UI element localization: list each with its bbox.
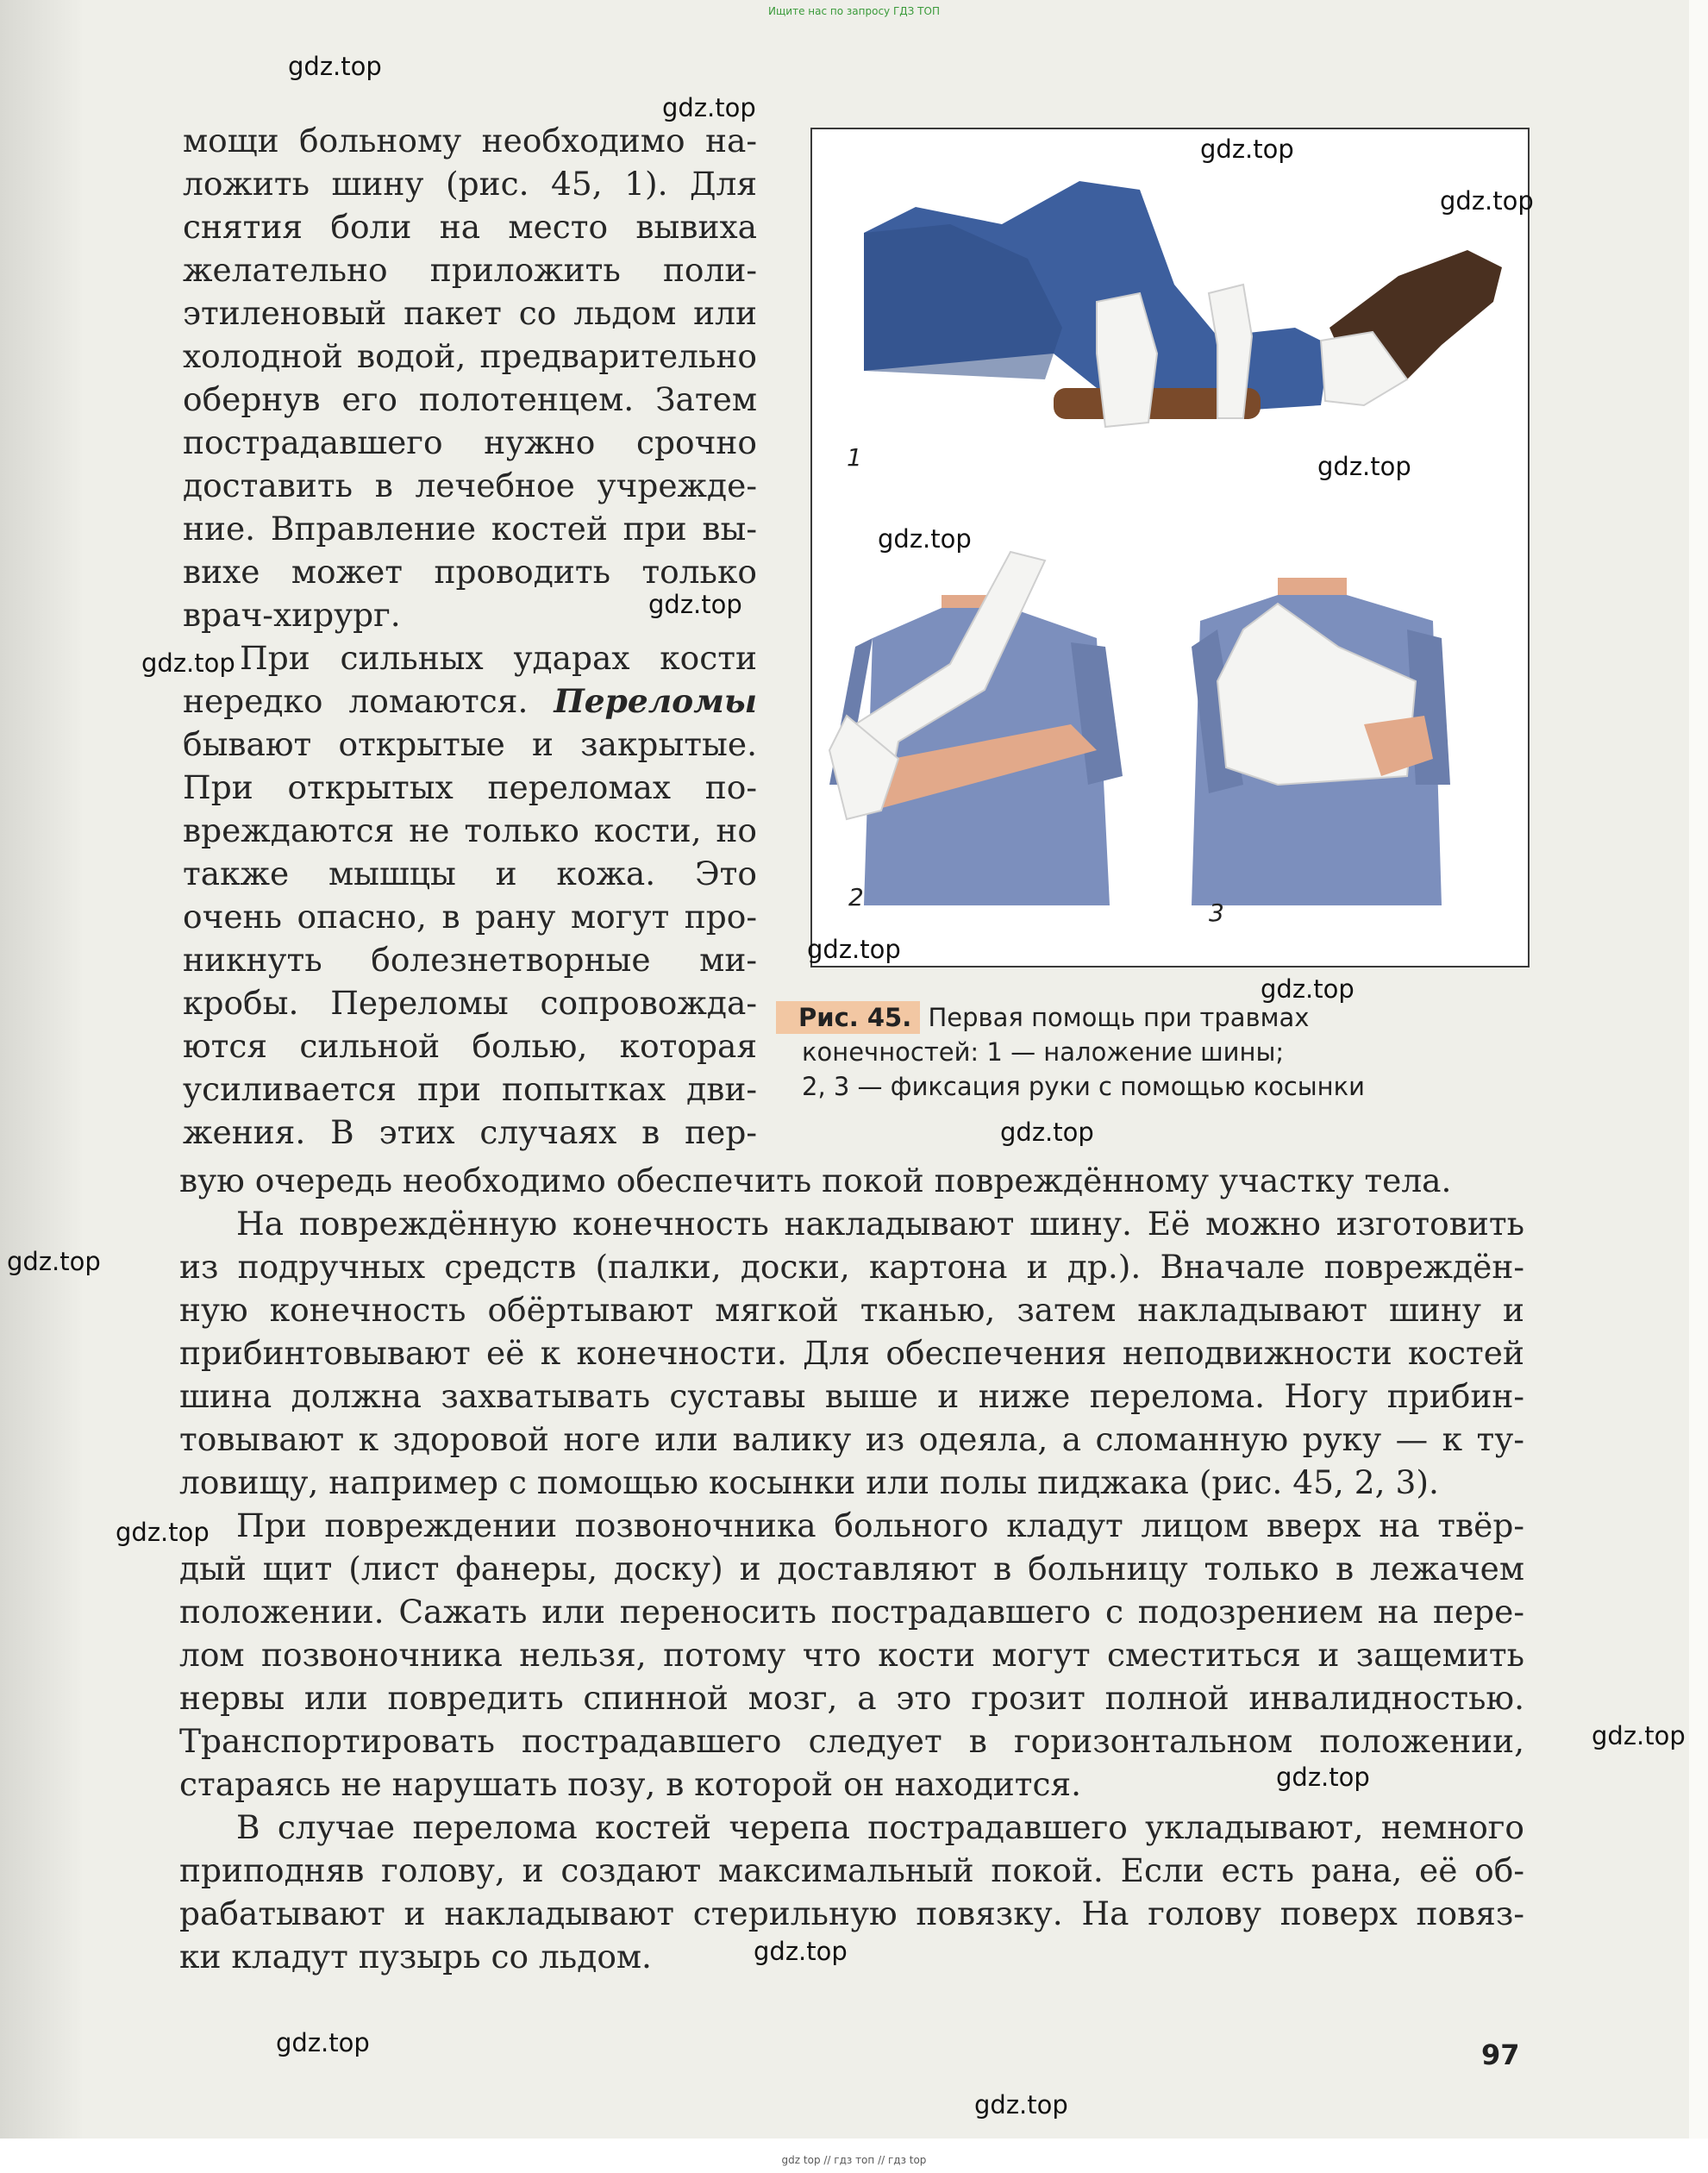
- figure-caption: [798, 1000, 1543, 1104]
- text-line: товывают к здоровой ноге или валику из одеяла, а сломанную руку — к ту-: [179, 1420, 1524, 1458]
- text-line: также мышцы и кожа. Это: [183, 855, 757, 892]
- text-line: холодной водой, предварительно: [183, 337, 757, 375]
- watermark: gdz.top: [1592, 1721, 1686, 1750]
- text-line-with-term: [183, 679, 757, 723]
- text-line: приподняв голову, и создают максимальный покой. Если есть рана, её об-: [179, 1851, 1524, 1889]
- text-line: врач-хирург.: [183, 596, 401, 634]
- text-line: дый щит (лист фанеры, доску) и доставляют в больницу только в лежачем: [179, 1550, 1524, 1587]
- text-line: ются сильной болью, которая: [183, 1027, 757, 1065]
- header-notice: Ищите нас по запросу ГДЗ ТОП: [768, 5, 940, 17]
- text-line: прибинтовывают её к конечности. Для обеспечения неподвижности костей: [179, 1334, 1524, 1372]
- text-line: ние. Вправление костей при вы-: [183, 510, 757, 548]
- text-line: нередко ломаются.: [183, 682, 529, 720]
- text-line: При открытых переломах по-: [183, 768, 757, 806]
- text-line: На повреждённую конечность накладывают шину. Её можно изготовить: [236, 1205, 1524, 1243]
- text-line: бывают открытые и закрытые.: [183, 725, 757, 763]
- text-line: вую очередь необходимо обеспечить покой повреждённому участку тела.: [179, 1162, 1452, 1199]
- column-text: [183, 119, 757, 1154]
- text-line: снятия боли на место вывиха: [183, 208, 757, 246]
- text-line: При сильных ударах кости: [240, 639, 757, 677]
- watermark: gdz.top: [662, 93, 756, 122]
- caption-line: конечностей: 1 — наложение шины;: [802, 1037, 1285, 1067]
- text-line: никнуть болезнетворные ми-: [183, 941, 757, 979]
- caption-text: Первая помощь при травмах: [928, 1003, 1310, 1032]
- text-line: обернув его полотенцем. Затем: [183, 380, 757, 418]
- caption-label: Рис. 45.: [776, 1001, 920, 1034]
- page-edge: [1689, 0, 1708, 2173]
- text-line: положении. Сажать или переносить пострадавшего с подозрением на пере-: [179, 1593, 1524, 1631]
- text-line: вреждаются не только кости, но: [183, 811, 757, 849]
- watermark: gdz.top: [648, 590, 742, 619]
- text-line: рабатывают и накладывают стерильную повязку. На голову поверх повяз-: [179, 1894, 1524, 1932]
- watermark: gdz.top: [116, 1518, 210, 1547]
- caption-line: [798, 1000, 1543, 1035]
- text-line: желательно приложить поли-: [183, 251, 757, 289]
- text-line: ную конечность обёртывают мягкой тканью, затем накладывают шину и: [179, 1291, 1524, 1329]
- watermark: gdz.top: [288, 52, 382, 81]
- sling-illustration-2: [1192, 578, 1450, 905]
- text-line: усиливается при попытках дви-: [183, 1070, 757, 1108]
- watermark: gdz.top: [807, 935, 901, 964]
- text-line: ловищу, например с помощью косынки или полы пиджака (рис. 45, 2, 3).: [179, 1463, 1439, 1501]
- text-line: из подручных средств (палки, доски, картона и др.). Вначале повреждён-: [179, 1248, 1524, 1286]
- text-line: мощи больному необходимо на-: [183, 122, 757, 160]
- page-number: 97: [1481, 2038, 1520, 2071]
- watermark: gdz.top: [1261, 974, 1355, 1004]
- text-line: жения. В этих случаях в пер-: [183, 1113, 757, 1151]
- panel-label-2: 2: [848, 883, 864, 911]
- caption-line: 2, 3 — фиксация руки с помощью косынки: [802, 1072, 1365, 1101]
- footer-notice: gdz top // гдз топ // гдз top: [781, 2154, 927, 2166]
- panel-label-1: 1: [847, 443, 862, 472]
- watermark: gdz.top: [878, 524, 972, 554]
- text-line: пострадавшего нужно срочно: [183, 423, 757, 461]
- watermark: gdz.top: [276, 2028, 370, 2057]
- watermark: gdz.top: [7, 1247, 101, 1276]
- watermark: gdz.top: [754, 1937, 848, 1966]
- text-line: Транспортировать пострадавшего следует в горизонтальном положении,: [179, 1722, 1524, 1760]
- leg-splint-illustration: [864, 181, 1502, 427]
- watermark: gdz.top: [1317, 452, 1411, 481]
- text-line: ки кладут пузырь со льдом.: [179, 1938, 652, 1976]
- watermark: gdz.top: [1440, 186, 1534, 216]
- watermark: gdz.top: [1200, 135, 1294, 164]
- text-line: нервы или повредить спинной мозг, а это грозит полной инвалидностью.: [179, 1679, 1524, 1717]
- watermark: gdz.top: [141, 648, 235, 678]
- watermark: gdz.top: [974, 2090, 1068, 2120]
- text-line: ложить шину (рис. 45, 1). Для: [183, 165, 757, 203]
- key-term-fractures: Переломы: [554, 682, 757, 720]
- text-line: очень опасно, в рану могут про-: [183, 898, 757, 936]
- text-line: вихе может проводить только: [183, 553, 757, 591]
- sling-illustration-1: [829, 552, 1123, 905]
- text-line: кробы. Переломы сопровожда-: [183, 984, 757, 1022]
- text-line: лом позвоночника нельзя, потому что кости могут сместиться и защемить: [179, 1636, 1524, 1674]
- text-line: доставить в лечебное учрежде-: [183, 467, 757, 504]
- text-line: шина должна захватывать суставы выше и ниже перелома. Ногу прибин-: [179, 1377, 1524, 1415]
- text-line: стараясь не нарушать позу, в которой он находится.: [179, 1765, 1082, 1803]
- watermark: gdz.top: [1276, 1763, 1370, 1792]
- main-text: [179, 1159, 1524, 1978]
- text-line: При повреждении позвоночника больного кладут лицом вверх на твёр-: [236, 1506, 1524, 1544]
- page-spine-shadow: [0, 0, 82, 2173]
- panel-label-3: 3: [1209, 899, 1224, 927]
- text-line: В случае перелома костей черепа пострадавшего укладывают, немного: [236, 1808, 1524, 1846]
- watermark: gdz.top: [1000, 1118, 1094, 1147]
- text-line: этиленовый пакет со льдом или: [183, 294, 757, 332]
